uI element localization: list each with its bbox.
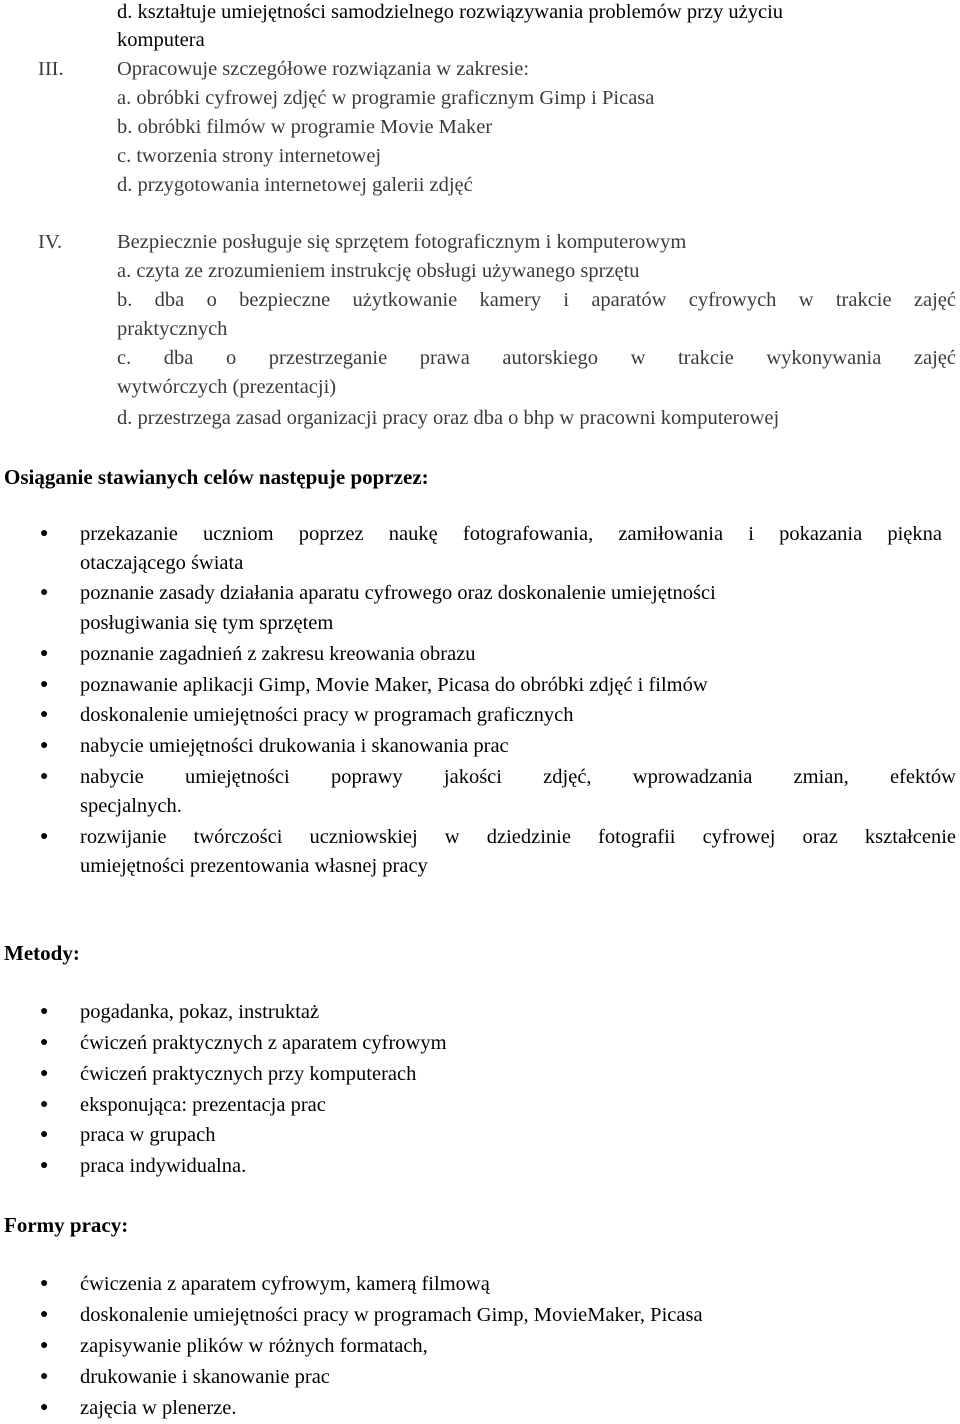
section-heading: Osiąganie stawianych celów następuje poprzez: <box>4 465 429 489</box>
bullet-item-continuation: posługiwania się tym sprzętem <box>80 612 334 634</box>
bullet-item: poznawanie aplikacji Gimp, Movie Maker, Picasa do obróbki zdjęć i filmów <box>80 674 708 696</box>
bullet-item: nabycie umiejętności drukowania i skanowania prac <box>80 735 509 757</box>
bullet-icon: ● <box>40 1276 49 1291</box>
bullet-icon: ● <box>40 1066 49 1081</box>
section-heading: Metody: <box>4 941 80 965</box>
bullet-item-continuation: umiejętności prezentowania własnej pracy <box>80 855 428 877</box>
bullet-item: poznanie zagadnień z zakresu kreowania obrazu <box>80 643 476 665</box>
bullet-icon: ● <box>40 677 49 692</box>
list-item: b. obróbki filmów w programie Movie Maker <box>117 116 493 138</box>
bullet-icon: ● <box>40 1097 49 1112</box>
bullet-icon: ● <box>40 1035 49 1050</box>
bullet-item: ćwiczeń praktycznych przy komputerach <box>80 1063 417 1085</box>
section-numeral: IV. <box>38 231 63 253</box>
bullet-icon: ● <box>40 646 49 661</box>
bullet-icon: ● <box>40 738 49 753</box>
bullet-item: nabycie umiejętności poprawy jakości zdjęć, wprowadzania zmian, efektów <box>80 766 956 788</box>
bullet-icon: ● <box>40 1369 49 1384</box>
section-numeral: III. <box>38 58 64 80</box>
list-item: b. dba o bezpieczne użytkowanie kamery i aparatów cyfrowych w trakcie zajęć <box>117 289 956 311</box>
bullet-item: doskonalenie umiejętności pracy w programach Gimp, MovieMaker, Picasa <box>80 1304 703 1326</box>
bullet-item: zapisywanie plików w różnych formatach, <box>80 1335 428 1357</box>
list-item: c. dba o przestrzeganie prawa autorskiego w trakcie wykonywania zajęć <box>117 347 956 369</box>
list-item: a. czyta ze zrozumieniem instrukcję obsługi używanego sprzętu <box>117 260 640 282</box>
bullet-icon: ● <box>40 769 49 784</box>
list-item: d. kształtuje umiejętności samodzielnego rozwiązywania problemów przy użyciu <box>117 1 784 23</box>
section-title: Opracowuje szczegółowe rozwiązania w zakresie: <box>117 58 530 80</box>
bullet-item: eksponująca: prezentacja prac <box>80 1094 326 1116</box>
bullet-item: pogadanka, pokaz, instruktaż <box>80 1001 320 1023</box>
bullet-icon: ● <box>40 1338 49 1353</box>
bullet-item-continuation: specjalnych. <box>80 795 182 817</box>
bullet-icon: ● <box>40 1127 49 1142</box>
bullet-item: drukowanie i skanowanie prac <box>80 1366 330 1388</box>
list-item: c. tworzenia strony internetowej <box>117 145 382 167</box>
bullet-icon: ● <box>40 1400 49 1415</box>
list-item-continuation: praktycznych <box>117 318 228 340</box>
bullet-item: ćwiczenia z aparatem cyfrowym, kamerą filmową <box>80 1273 490 1295</box>
bullet-item: praca w grupach <box>80 1124 216 1146</box>
bullet-icon: ● <box>40 707 49 722</box>
list-item: d. przestrzega zasad organizacji pracy oraz dba o bhp w pracowni komputerowej <box>117 407 780 429</box>
section-heading: Formy pracy: <box>4 1213 129 1237</box>
bullet-item-continuation: otaczającego świata <box>80 552 244 574</box>
bullet-item: poznanie zasady działania aparatu cyfrowego oraz doskonalenie umiejętności <box>80 582 716 604</box>
bullet-icon: ● <box>40 526 49 541</box>
bullet-icon: ● <box>40 1158 49 1173</box>
bullet-icon: ● <box>40 1307 49 1322</box>
list-item: d. przygotowania internetowej galerii zdjęć <box>117 174 473 196</box>
bullet-item: doskonalenie umiejętności pracy w programach graficznych <box>80 704 574 726</box>
bullet-icon: ● <box>40 829 49 844</box>
bullet-icon: ● <box>40 1004 49 1019</box>
bullet-item: zajęcia w plenerze. <box>80 1397 237 1419</box>
section-title: Bezpiecznie posługuje się sprzętem fotograficznym i komputerowym <box>117 231 687 253</box>
bullet-icon: ● <box>40 585 49 600</box>
list-item-continuation: wytwórczych (prezentacji) <box>117 376 337 398</box>
list-item-continuation: komputera <box>117 29 205 51</box>
bullet-item: rozwijanie twórczości uczniowskiej w dziedzinie fotografii cyfrowej oraz kształcenie <box>80 826 956 848</box>
list-item: a. obróbki cyfrowej zdjęć w programie graficznym Gimp i Picasa <box>117 87 655 109</box>
bullet-item: przekazanie uczniom poprzez naukę fotografowania, zamiłowania i pokazania piękna <box>80 523 942 545</box>
bullet-item: ćwiczeń praktycznych z aparatem cyfrowym <box>80 1032 447 1054</box>
bullet-item: praca indywidualna. <box>80 1155 247 1177</box>
